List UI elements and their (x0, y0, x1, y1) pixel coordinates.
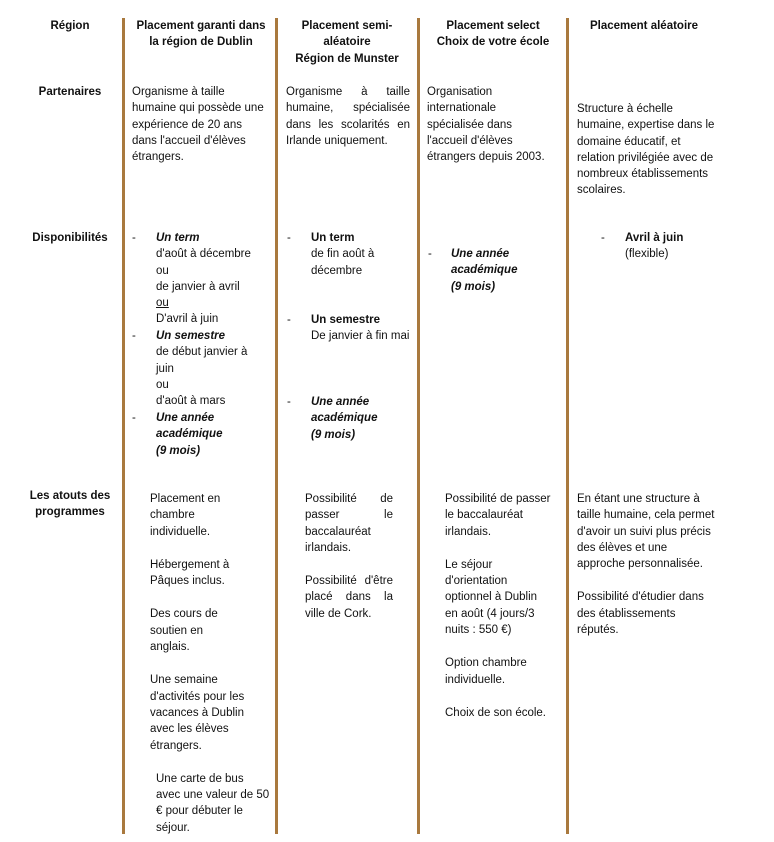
dispo-line: ou (156, 264, 169, 277)
header-munster (283, 18, 411, 67)
header-select-line: Choix de votre école (436, 36, 550, 49)
dispo-line: d'août à décembre (156, 248, 251, 261)
atouts-random (577, 491, 715, 638)
atout-item: Une semaine d'activités pour les vacances à Dublin avec les élèves étrangers. (150, 674, 245, 752)
partenaires-munster: Organisme à taille humaine, spécialisée dans les scolarités en Irlande uniquement. (286, 86, 410, 147)
partenaires-dublin: Organisme à taille humaine qui possède une expérience de 20 ans dans l'accueil d'élèves étrangers. (132, 86, 264, 164)
dispo-line: D'avril à juin (156, 313, 219, 326)
dispo-line: d'août à mars (156, 395, 226, 408)
partenaires-random: Structure à échelle humaine, expertise dans le domaine éducatif, et relation privilégiée avec de nombreux établissements scolaires. (577, 103, 715, 197)
dispo-select-annee (451, 246, 551, 295)
bullet-dash: - (132, 232, 136, 244)
dispo-line: de janvier à avril (156, 280, 240, 293)
atout-item: Possibilité de passer le baccalauréat irlandais. (445, 493, 551, 538)
header-select-line: Placement select (446, 20, 540, 32)
bullet-dash: - (601, 232, 605, 244)
bullet-dash: - (428, 248, 432, 260)
atout-item: Des cours de soutien en anglais. (150, 608, 218, 654)
dispo-line: de fin août à décembre (311, 248, 375, 277)
dispo-title: Une année (451, 248, 510, 260)
dispo-line: ou (156, 297, 169, 310)
atouts-munster (305, 491, 393, 622)
row-label-disponibilites: Disponibilités (32, 232, 108, 244)
header-region: Région (50, 20, 90, 32)
atout-item: Possibilité de passer le baccalauréat irlandais. (305, 493, 393, 554)
dispo-dublin-annee (156, 410, 268, 459)
dispo-line: de début janvier à juin (156, 346, 248, 375)
bullet-dash: - (132, 330, 136, 342)
partenaires-select: Organisation internationale spécialisée dans l'accueil d'élèves étrangers depuis 2003. (427, 86, 545, 164)
atout-item: En étant une structure à taille humaine, cela permet d'avoir un suivi plus précis des élèves et une approche personnalisée. (577, 493, 715, 571)
bullet-dash: - (287, 232, 291, 244)
dispo-title: Un term (156, 232, 200, 244)
dispo-title: Avril à juin (625, 232, 684, 244)
dispo-title: Une année (311, 396, 370, 408)
column-divider (275, 18, 278, 834)
dispo-line: De janvier à fin mai (311, 330, 410, 343)
atout-item: Possibilité d'étudier dans des établissements réputés. (577, 591, 704, 637)
atout-item: Hébergement à Pâques inclus. (150, 558, 230, 588)
dispo-dublin-term (156, 230, 268, 328)
atout-item: Placement en chambre individuelle. (150, 493, 221, 538)
header-munster-line: Région de Munster (295, 52, 399, 65)
dispo-munster-term (311, 230, 411, 279)
dispo-title: Un semestre (311, 314, 381, 326)
dispo-title: Un semestre (156, 330, 226, 342)
bullet-dash: - (287, 396, 291, 408)
dispo-munster-annee (311, 394, 411, 443)
dispo-title: (9 mois) (311, 428, 356, 441)
column-divider (417, 18, 420, 834)
dispo-title: (9 mois) (451, 280, 496, 293)
header-dublin: Placement garanti dans la région de Dublin (136, 20, 266, 49)
dispo-title: académique (156, 428, 223, 441)
column-divider (122, 18, 125, 834)
atouts-dublin (150, 491, 270, 836)
header-munster-line: aléatoire (323, 36, 371, 49)
dispo-title: Une année (156, 412, 215, 424)
atout-item: Choix de son école. (445, 706, 547, 719)
dispo-title: Un term (311, 232, 355, 244)
row-label-atouts: Les atouts des programmes (29, 490, 111, 519)
atout-item: Une carte de bus avec une valeur de 50 € pour débuter le séjour. (156, 772, 270, 834)
dispo-random (625, 230, 715, 263)
bullet-dash: - (287, 314, 291, 326)
row-label-partenaires: Partenaires (38, 86, 102, 98)
dispo-munster-semestre (311, 312, 411, 345)
dispo-dublin-semestre (156, 328, 268, 409)
header-munster-line: Placement semi- (301, 20, 393, 32)
dispo-title: (9 mois) (156, 444, 201, 457)
column-divider (566, 18, 569, 834)
dispo-title: académique (451, 264, 518, 277)
atout-item: Possibilité d'être placé dans la ville de Cork. (305, 575, 393, 620)
atout-item: Option chambre individuelle. (445, 657, 527, 686)
dispo-title: académique (311, 412, 378, 425)
atout-item: Le séjour d'orientation optionnel à Dublin en août (4 jours/3 nuits : 550 €) (445, 558, 538, 637)
atouts-select (445, 491, 559, 721)
header-random: Placement aléatoire (589, 20, 699, 32)
dispo-line: ou (156, 378, 169, 391)
dispo-line: (flexible) (625, 248, 669, 261)
bullet-dash: - (132, 412, 136, 424)
header-select (425, 18, 561, 51)
